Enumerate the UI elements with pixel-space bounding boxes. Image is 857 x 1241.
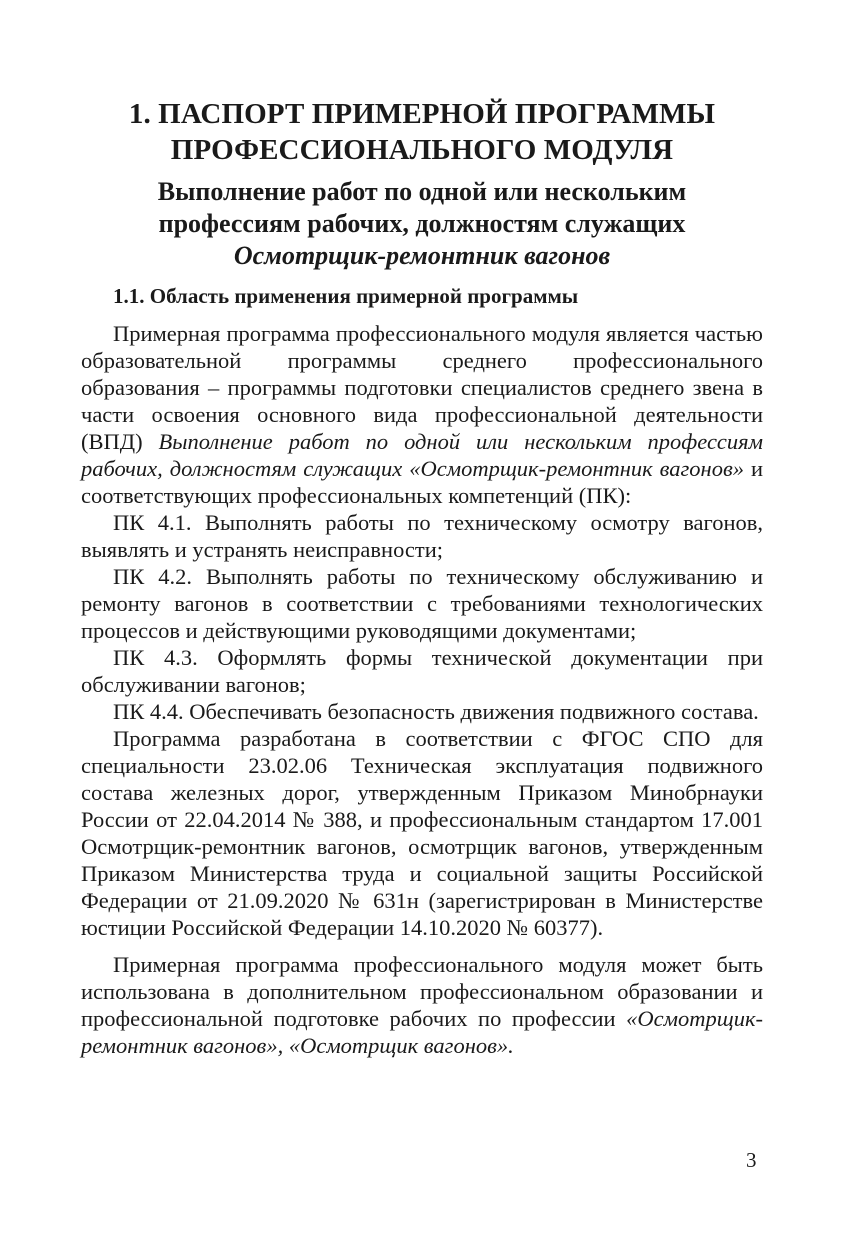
competency-4-1: ПК 4.1. Выполнять работы по техническому осмотру вагонов, выявлять и устранять неисправности; [81,510,763,562]
profession-name: Осмотрщик-ремонтник вагонов [233,241,611,270]
usage-text: Примерная программа профессионального модуля может быть использована в дополнительном профессиональном образовании и профессиональной подготовке рабочих по профессии [81,952,763,1031]
usage-italic-text: «Осмотрщик-ремонтник вагонов», «Осмотрщик вагонов». [81,1006,763,1058]
intro-end-text: и соответствующих профессиональных компетенций (ПК): [81,456,763,508]
title-line-1: 1. ПАСПОРТ ПРИМЕРНОЙ ПРОГРАММЫ [128,98,716,130]
subtitle-line-2: профессиям рабочих, должностям служащих [158,209,686,238]
title-line-2: ПРОФЕССИОНАЛЬНОГО МОДУЛЯ [170,134,674,166]
module-subtitle [81,176,763,240]
page-number: 3 [746,1148,757,1172]
subtitle-line-1: Выполнение работ по одной или нескольким [157,177,687,206]
intro-text: Примерная программа профессионального модуля является частью образовательной программы среднего профессионального образования – программы подготовки специалистов среднего звена в части освоения основного вида профессиональной деятельности (ВПД) [81,321,763,454]
competency-4-4: ПК 4.4. Обеспечивать безопасность движения подвижного состава. [113,699,759,724]
intro-italic-text: Выполнение работ по одной или нескольким профессиям рабочих, должностям служащих «Осмотрщик-ремонтник вагонов» [81,429,763,481]
competency-4-2: ПК 4.2. Выполнять работы по техническому обслуживанию и ремонту вагонов в соответствии с требованиями технологических процессов и действующими руководящими документами; [81,564,763,643]
usage-paragraph [81,951,763,1059]
document-page [81,96,763,1059]
intro-paragraph [81,320,763,509]
section-heading: 1.1. Область применения примерной программы [113,284,579,308]
standards-paragraph: Программа разработана в соответствии с ФГОС СПО для специальности 23.02.06 Техническая эксплуатация подвижного состава железных дорог, утвержденным Приказом Минобрнауки России от 22.04.2014 № 388, и профессиональным стандартом 17.001 Осмотрщик-ремонтник вагонов, осмотрщик вагонов, утвержденным Приказом Министерства труда и социальной защиты Российской Федерации от 21.09.2020 № 631н (зарегистрирован в Министерстве юстиции Российской Федерации 14.10.2020 № 60377). [81,726,763,940]
page-title [81,96,763,168]
competency-4-3: ПК 4.3. Оформлять формы технической документации при обслуживании вагонов; [81,645,763,697]
